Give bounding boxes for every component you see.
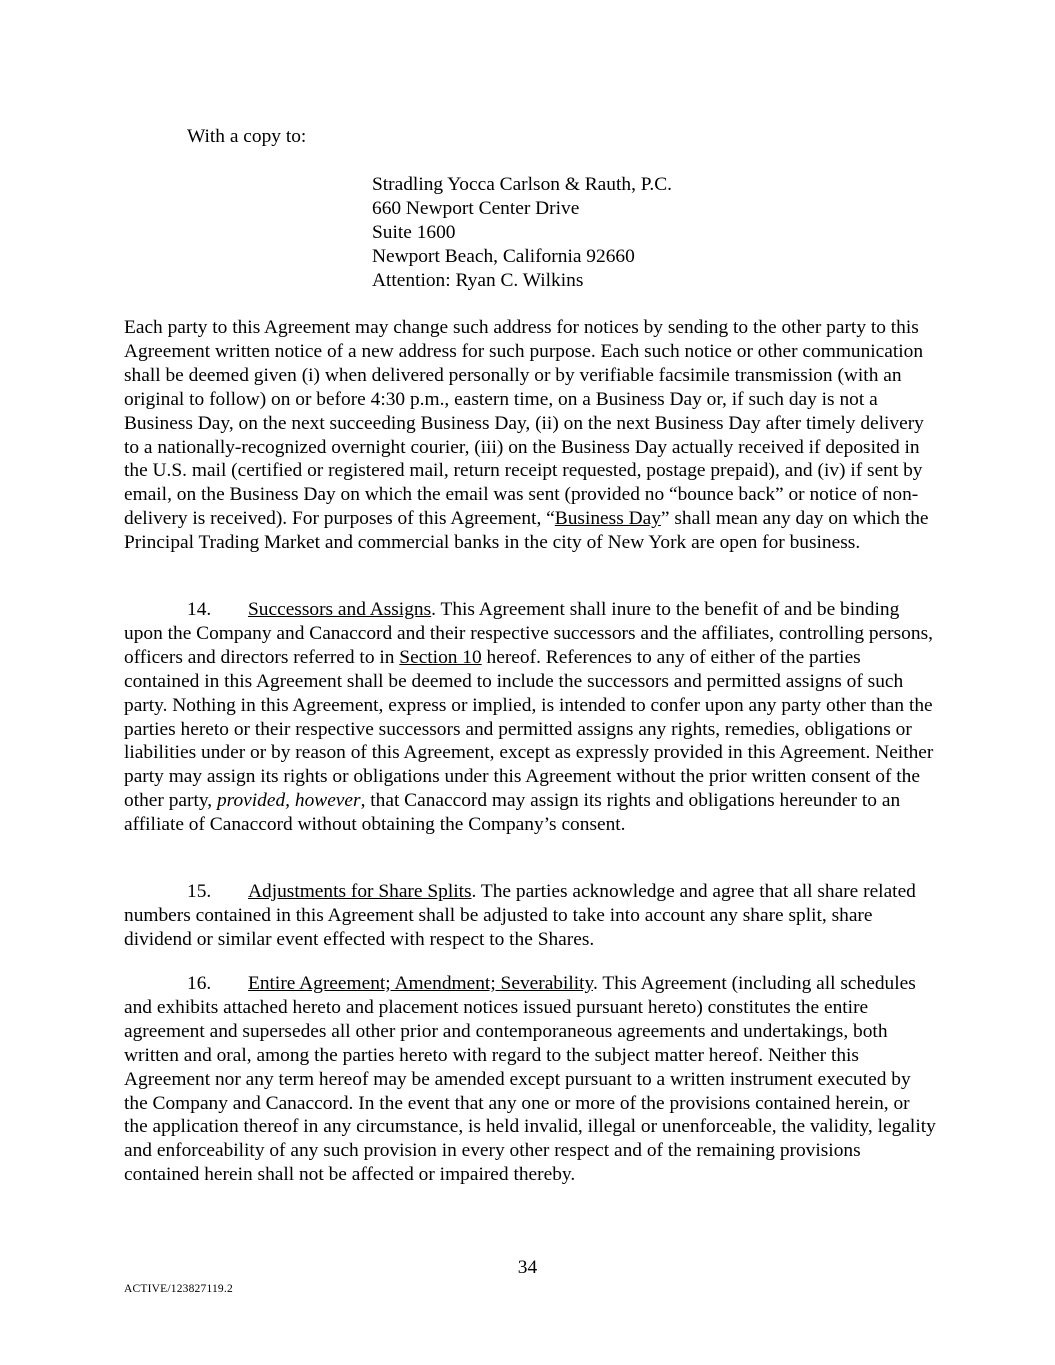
notice-text: Each party to this Agreement may change such address for notices by sending to the other party to this Agreement written notice of a new address for such purpose. Each such notice or other communication shall be deemed given (i) when delivered personally or by verifiable facsimile transmission (with an original to follow) on or before 4:30 p.m., eastern time, on a Business Day or, if such day is not a Business Day, on the next succeeding Business Day, (ii) on the next Business Day after timely delivery to a nationally-recognized overnight courier, (iii) on the Business Day actually received if deposited in the U.S. mail (certified or registered mail, return receipt requested, postage prepaid), and (iv) if sent by email, on the Business Day on which the email was sent (provided no “bounce back” or notice of non-delivery is received). For purposes of this Agreement, “ [124, 317, 924, 530]
section-reference: Section 10 [399, 646, 482, 668]
document-id: ACTIVE/123827119.2 [124, 1283, 233, 1295]
section-16 [124, 972, 936, 1187]
business-day-term: Business Day [554, 508, 661, 530]
address-line: Newport Beach, California 92660 [372, 246, 635, 267]
copy-to-label: With a copy to: [187, 126, 307, 147]
section-14 [124, 598, 936, 837]
section-heading: Successors and Assigns [248, 599, 432, 620]
address-block [372, 173, 672, 293]
italic-phrase: provided, however [216, 790, 361, 812]
address-line: Stradling Yocca Carlson & Rauth, P.C. [372, 174, 673, 195]
section-heading: Adjustments for Share Splits [248, 881, 472, 902]
section-number: 15. [187, 881, 212, 902]
section-text: hereof. References to any of either of the parties contained in this Agreement shall be deemed to include the successors and permitted assigns of such party. Nothing in this Agreement, express or implied, is intended to confer upon any party other than the parties hereto or their respective successors and permitted assigns any rights, remedies, obligations or liabilities under or by reason of this Agreement, except as expressly provided in this Agreement. Neither party may assign its rights or obligations under this Agreement without the prior written consent of the other party, [124, 646, 934, 812]
page-number: 34 [517, 1257, 538, 1278]
section-text: , that Canaccord may assign its rights and obligations hereunder to an affiliate of Canaccord without obtaining the Company’s consent. [124, 790, 901, 836]
section-text: . The parties acknowledge and agree that all share related numbers contained in this Agreement shall be adjusted to take into account any share split, share dividend or similar event effected with respect to the Shares. [124, 881, 916, 950]
section-number: 14. [187, 599, 212, 620]
section-text: . This Agreement shall inure to the benefit of and be binding upon the Company and Canaccord and their respective successors and the affiliates, controlling persons, officers and directors referred to in [124, 599, 933, 668]
notice-paragraph [124, 316, 936, 555]
address-line: 660 Newport Center Drive [372, 198, 580, 219]
section-text: . This Agreement (including all schedules and exhibits attached hereto and placement notices issued pursuant hereto) constitutes the entire agreement and supersedes all other prior and contemporaneous agreements and undertakings, both written and oral, among the parties hereto with regard to the subject matter hereof. Neither this Agreement nor any term hereof may be amended except pursuant to a written instrument executed by the Company and Canaccord. In the event that any one or more of the provisions contained herein, or the application thereof in any circumstance, is held invalid, illegal or unenforceable, the validity, legality and enforceability of any such provision in every other respect and of the remaining provisions contained herein shall not be affected or impaired thereby. [124, 973, 936, 1186]
address-line: Attention: Ryan C. Wilkins [372, 270, 584, 291]
section-heading: Entire Agreement; Amendment; Severability [248, 973, 593, 994]
section-15 [124, 880, 936, 952]
section-number: 16. [187, 973, 212, 994]
address-line: Suite 1600 [372, 222, 456, 243]
notice-text-end: ” shall mean any day on which the Principal Trading Market and commercial banks in the city of New York are open for business. [124, 508, 929, 554]
